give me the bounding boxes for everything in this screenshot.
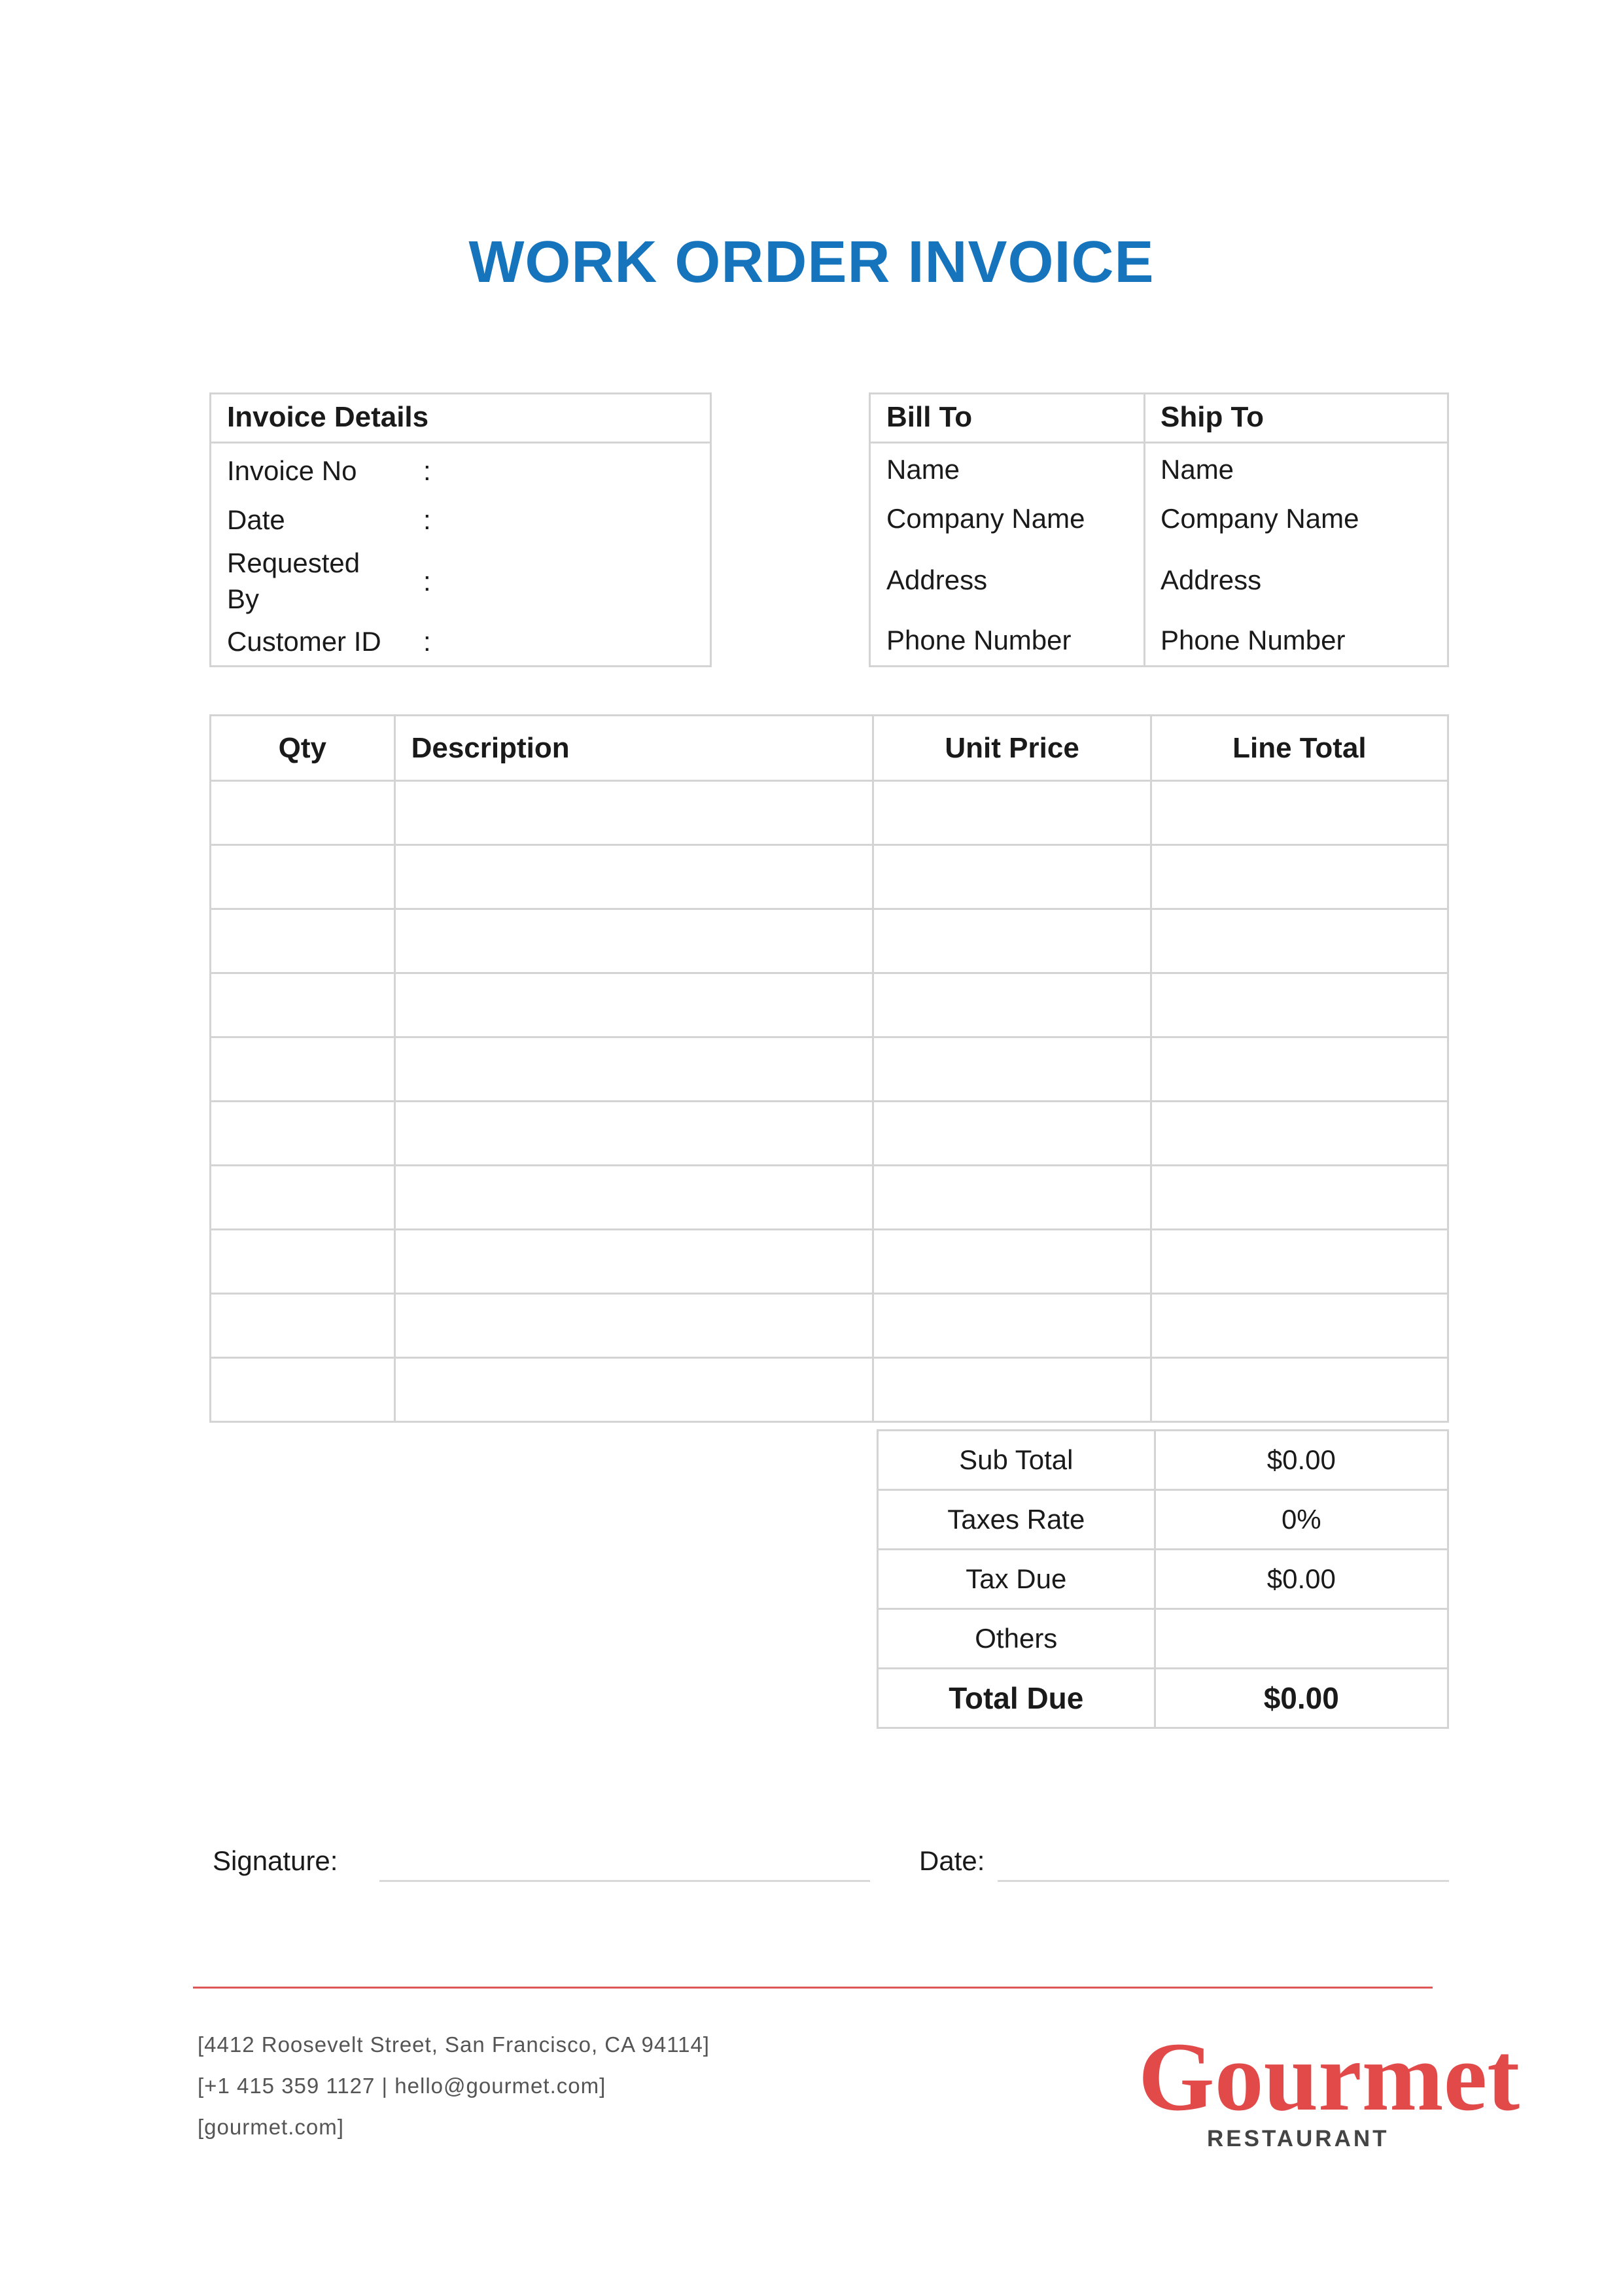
description-cell[interactable] (394, 1037, 873, 1102)
requested-by-label-line1: Requested (227, 548, 360, 578)
unit-price-cell[interactable] (873, 845, 1151, 909)
line-total-cell[interactable] (1151, 781, 1448, 845)
description-cell[interactable] (394, 1166, 873, 1230)
tax-due-label: Tax Due (878, 1550, 1155, 1609)
customer-id-sep: : (423, 626, 431, 657)
table-row (211, 1166, 1448, 1230)
description-cell[interactable] (394, 1358, 873, 1422)
table-row (211, 1102, 1448, 1166)
qty-cell[interactable] (211, 845, 395, 909)
date-sign-label: Date: (919, 1845, 985, 1876)
ship-to-header: Ship To (1161, 401, 1265, 433)
qty-cell[interactable] (211, 1294, 395, 1358)
table-row (211, 1358, 1448, 1422)
others-row (878, 1609, 1448, 1669)
logo-subtitle: RESTAURANT (1207, 2126, 1389, 2151)
bill-to-name: Name (886, 454, 960, 485)
subtotal-row (878, 1431, 1448, 1490)
total-due-value: $0.00 (1155, 1669, 1448, 1728)
unit-price-cell[interactable] (873, 1166, 1151, 1230)
line-items-header-row (211, 716, 1448, 781)
unit-price-cell[interactable] (873, 1230, 1151, 1294)
line-total-cell[interactable] (1151, 1358, 1448, 1422)
customer-id-label: Customer ID (227, 626, 381, 657)
subtotal-label: Sub Total (878, 1431, 1155, 1490)
line-total-cell[interactable] (1151, 845, 1448, 909)
signature-line[interactable] (379, 1880, 870, 1882)
qty-cell[interactable] (211, 781, 395, 845)
table-row (211, 781, 1448, 845)
line-total-cell[interactable] (1151, 1037, 1448, 1102)
unit-price-cell[interactable] (873, 909, 1151, 973)
line-total-cell[interactable] (1151, 909, 1448, 973)
date-sep: : (423, 504, 431, 535)
line-total-cell[interactable] (1151, 1230, 1448, 1294)
tax-rate-value: 0% (1155, 1490, 1448, 1550)
table-row (211, 845, 1448, 909)
bill-to-company: Company Name (886, 503, 1085, 534)
description-cell[interactable] (394, 1102, 873, 1166)
unit-price-cell[interactable] (873, 1358, 1151, 1422)
col-description: Description (394, 716, 873, 781)
footer-address: [4412 Roosevelt Street, San Francisco, CA 94114] (198, 2032, 710, 2057)
tax-due-row (878, 1550, 1448, 1609)
table-row (211, 1294, 1448, 1358)
subtotal-value: $0.00 (1155, 1431, 1448, 1490)
description-cell[interactable] (394, 845, 873, 909)
tax-due-value: $0.00 (1155, 1550, 1448, 1609)
others-value[interactable] (1155, 1609, 1448, 1669)
table-row (211, 1037, 1448, 1102)
tax-rate-label: Taxes Rate (878, 1490, 1155, 1550)
tax-rate-row (878, 1490, 1448, 1550)
line-total-cell[interactable] (1151, 1166, 1448, 1230)
total-due-row (878, 1669, 1448, 1728)
requested-by-sep: : (423, 566, 431, 597)
col-qty: Qty (211, 716, 395, 781)
table-row (211, 973, 1448, 1037)
unit-price-cell[interactable] (873, 973, 1151, 1037)
footer-divider (193, 1987, 1433, 1989)
total-due-label: Total Due (878, 1669, 1155, 1728)
description-cell[interactable] (394, 781, 873, 845)
signature-label: Signature: (213, 1845, 338, 1876)
line-total-cell[interactable] (1151, 1102, 1448, 1166)
col-line-total: Line Total (1151, 716, 1448, 781)
unit-price-cell[interactable] (873, 1037, 1151, 1102)
description-cell[interactable] (394, 1294, 873, 1358)
qty-cell[interactable] (211, 1230, 395, 1294)
qty-cell[interactable] (211, 1358, 395, 1422)
date-label: Date (227, 504, 285, 535)
unit-price-cell[interactable] (873, 1294, 1151, 1358)
table-row (211, 1230, 1448, 1294)
bill-to-phone: Phone Number (886, 625, 1072, 655)
bill-to-header: Bill To (886, 401, 973, 433)
document-title: WORK ORDER INVOICE (468, 230, 1155, 295)
qty-cell[interactable] (211, 973, 395, 1037)
ship-to-phone: Phone Number (1161, 625, 1346, 655)
unit-price-cell[interactable] (873, 1102, 1151, 1166)
description-cell[interactable] (394, 973, 873, 1037)
ship-to-address: Address (1161, 565, 1262, 595)
ship-to-company: Company Name (1161, 503, 1359, 534)
requested-by-label-line2: By (227, 583, 260, 614)
line-total-cell[interactable] (1151, 973, 1448, 1037)
col-unit-price: Unit Price (873, 716, 1151, 781)
line-total-cell[interactable] (1151, 1294, 1448, 1358)
qty-cell[interactable] (211, 1037, 395, 1102)
gourmet-logo: Gourmet (1138, 2023, 1520, 2131)
others-label: Others (878, 1609, 1155, 1669)
description-cell[interactable] (394, 1230, 873, 1294)
date-sign-line[interactable] (998, 1880, 1449, 1882)
totals-table (877, 1429, 1449, 1729)
bill-to-address: Address (886, 565, 988, 595)
invoice-no-sep: : (423, 455, 431, 486)
invoice-no-label: Invoice No (227, 455, 357, 486)
qty-cell[interactable] (211, 1166, 395, 1230)
table-row (211, 909, 1448, 973)
description-cell[interactable] (394, 909, 873, 973)
qty-cell[interactable] (211, 1102, 395, 1166)
line-items-table (209, 714, 1449, 1423)
ship-to-name: Name (1161, 454, 1234, 485)
footer-website: [gourmet.com] (198, 2115, 344, 2139)
unit-price-cell[interactable] (873, 781, 1151, 845)
qty-cell[interactable] (211, 909, 395, 973)
footer-contact: [+1 415 359 1127 | hello@gourmet.com] (198, 2074, 606, 2098)
invoice-details-header: Invoice Details (227, 401, 429, 433)
